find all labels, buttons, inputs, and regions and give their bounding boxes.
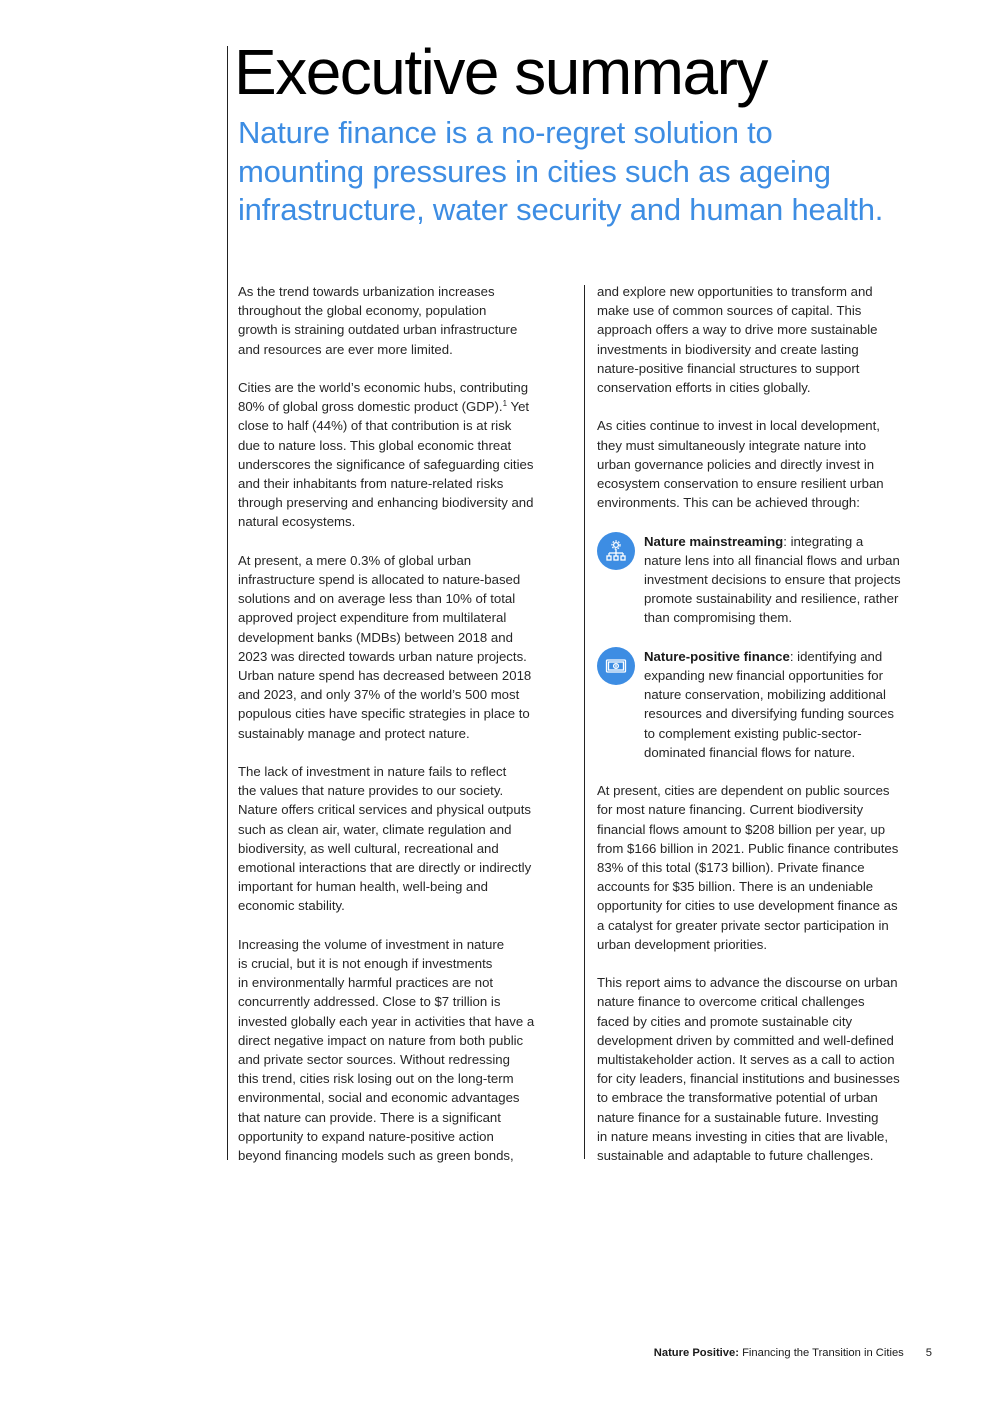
text-line: nature finance to overcome critical challenges (597, 994, 865, 1010)
text-line: opportunity for cities to use development finance as (597, 898, 898, 914)
text-line: investment decisions to ensure that projects (644, 572, 901, 588)
page-footer (560, 1347, 932, 1359)
bullet-nature-mainstreaming (597, 532, 937, 628)
footer-report-name: Nature Positive: (653, 1347, 739, 1359)
text-line: natural ecosystems. (238, 514, 356, 530)
paragraph-investment-volume (238, 935, 568, 1165)
column-divider (584, 285, 585, 1159)
text-line: multistakeholder action. It serves as a call to action (597, 1052, 895, 1068)
text-line: and private sector sources. Without redressing (238, 1052, 510, 1068)
text-line: this trend, cities risk losing out on the long-term (238, 1071, 514, 1087)
text-line: from $166 billion in 2021. Public finance contributes (597, 840, 899, 856)
text-line: ecosystem conservation to ensure resilient urban (597, 476, 884, 492)
text-fragment: Yet (507, 399, 530, 415)
text-line: approved project expenditure from multilateral (238, 610, 507, 626)
text-line: they must simultaneously integrate nature into (597, 437, 867, 453)
text-line: biodiversity, as well cultural, recreational and (238, 840, 499, 856)
text-line: 2023 was directed towards urban nature projects. (238, 648, 527, 664)
text-line: beyond financing models such as green bonds, (238, 1148, 514, 1164)
page-title: Executive summary (234, 36, 767, 108)
text-line: sustainably manage and protect nature. (238, 725, 470, 741)
text-line: environmental, social and economic advantages (238, 1090, 520, 1106)
text-line: development driven by committed and well-defined (597, 1032, 894, 1048)
text-line: At present, cities are dependent on public sources (597, 783, 890, 799)
text-fragment: 80% of global gross domestic product (GDP). (238, 399, 503, 415)
text-line: As the trend towards urbanization increases (238, 284, 495, 299)
text-line: nature finance for a sustainable future. Investing (597, 1109, 879, 1125)
text-line: for city leaders, financial institutions and businesses (597, 1071, 900, 1087)
text-line: through preserving and enhancing biodiversity and (238, 495, 534, 511)
subtitle-line: Nature finance is a no-regret solution to (238, 115, 773, 150)
text-line: than compromising them. (644, 610, 793, 626)
right-column (597, 282, 937, 1184)
left-column (238, 282, 568, 1184)
text-line: is crucial, but it is not enough if investments (238, 956, 493, 972)
text-line: and explore new opportunities to transform and (597, 284, 873, 299)
text-line: approach offers a way to drive more sustainable (597, 322, 878, 338)
text-line: such as clean air, water, climate regulation and (238, 821, 512, 837)
text-line: solutions and on average less than 10% of total (238, 591, 516, 607)
text-line: emotional interactions that are directly or indirectly (238, 860, 532, 876)
text-line: concurrently addressed. Close to $7 trillion is (238, 994, 501, 1010)
text-line: sustainable and adaptable to future challenges. (597, 1148, 874, 1164)
text-line: and 2023, and only 37% of the world’s 500 most (238, 687, 520, 703)
text-line: conservation efforts in cities globally. (597, 380, 811, 396)
text-line: a catalyst for greater private sector participation in (597, 917, 889, 933)
text-line: the values that nature provides to our society. (238, 783, 504, 799)
paragraph-explore-opportunities (597, 282, 937, 397)
text-line: This report aims to advance the discourse on urban (597, 975, 898, 991)
text-line: invested globally each year in activities that have a (238, 1013, 535, 1029)
text-line: direct negative impact on nature from both public (238, 1032, 524, 1048)
text-line: to embrace the transformative potential of urban (597, 1090, 878, 1106)
bullet-nature-positive-finance (597, 647, 937, 762)
text-line: Cities are the world’s economic hubs, contributing (238, 380, 529, 395)
text-line: important for human health, well-being and (238, 879, 488, 895)
text-line: and their inhabitants from nature-related risks (238, 476, 504, 492)
text-line: development banks (MDBs) between 2018 and (238, 629, 513, 645)
text-line: faced by cities and promote sustainable city (597, 1013, 853, 1029)
text-line: populous cities have specific strategies in place to (238, 706, 530, 722)
banknote-icon (597, 647, 635, 685)
paragraph-infrastructure-spend (238, 551, 568, 743)
text-line (238, 397, 568, 416)
page-number: 5 (925, 1347, 932, 1359)
subtitle-line: infrastructure, water security and human health. (238, 192, 884, 227)
text-line: nature conservation, mobilizing additional (644, 687, 886, 703)
text-line: infrastructure spend is allocated to nature-based (238, 572, 521, 588)
text-line: Increasing the volume of investment in nature (238, 936, 505, 952)
footnote-reference[interactable]: 1 (502, 399, 508, 409)
text-line: The lack of investment in nature fails to reflect (238, 764, 507, 780)
subtitle-line: mounting pressures in cities such as ageing (238, 153, 831, 189)
bullet-term: Nature-positive finance (644, 648, 790, 664)
text-line: Nature offers critical services and physical outputs (238, 802, 531, 818)
text-line: that nature can provide. There is a significant (238, 1109, 501, 1125)
text-line: growth is straining outdated urban infrastructure (238, 322, 518, 338)
text-line: in nature means investing in cities that are livable, (597, 1128, 889, 1144)
text-line: and resources are ever more limited. (238, 341, 453, 357)
text-line: opportunity to expand nature-positive action (238, 1128, 494, 1144)
text-line: At present, a mere 0.3% of global urban (238, 552, 472, 568)
text-line: make use of common sources of capital. This (597, 303, 862, 319)
network-settings-icon (597, 532, 635, 570)
text-line: expanding new financial opportunities for (644, 668, 883, 684)
text-line: nature lens into all financial flows and urban (644, 552, 900, 568)
left-margin-rule (227, 46, 228, 1160)
text-line (644, 532, 937, 551)
text-line: in environmentally harmful practices are not (238, 975, 494, 991)
text-line: accounts for $35 billion. There is an undeniable (597, 879, 874, 895)
text-line: due to nature loss. This global economic threat (238, 437, 512, 453)
paragraph-report-aims (597, 973, 937, 1165)
text-line (644, 647, 937, 666)
bullet-term: Nature mainstreaming (644, 533, 784, 549)
text-line: throughout the global economy, population (238, 303, 487, 319)
text-line: Urban nature spend has decreased between 2018 (238, 668, 532, 684)
page-subtitle (238, 114, 958, 230)
paragraph-urbanization (238, 282, 568, 359)
text-fragment: : integrating a (783, 533, 864, 549)
paragraph-lack-of-investment (238, 762, 568, 916)
text-line: urban development priorities. (597, 936, 768, 952)
text-line: financial flows amount to $208 billion per year, up (597, 821, 886, 837)
text-fragment: : identifying and (789, 648, 883, 664)
text-line: economic stability. (238, 898, 345, 914)
text-line: close to half (44%) of that contribution is at risk (238, 418, 512, 434)
text-line: resources and diversifying funding sources (644, 706, 894, 722)
text-line: dominated financial flows for nature. (644, 744, 856, 760)
text-line: 83% of this total ($173 billion). Private finance (597, 860, 865, 876)
text-line: environments. This can be achieved through: (597, 495, 860, 511)
paragraph-economic-hubs (238, 378, 568, 532)
text-line: for most nature financing. Current biodiversity (597, 802, 864, 818)
text-line: underscores the significance of safeguarding cities (238, 456, 534, 472)
paragraph-cities-invest (597, 416, 937, 512)
footer-report-subtitle: Financing the Transition in Cities (738, 1347, 904, 1359)
text-line: promote sustainability and resilience, rather (644, 591, 899, 607)
text-line: to complement existing public-sector- (644, 725, 862, 741)
text-line: investments in biodiversity and create lasting (597, 341, 859, 357)
text-line: urban governance policies and directly invest in (597, 456, 875, 472)
text-line: As cities continue to invest in local development, (597, 418, 880, 434)
paragraph-public-sources (597, 781, 937, 954)
text-line: nature-positive financial structures to support (597, 360, 860, 376)
